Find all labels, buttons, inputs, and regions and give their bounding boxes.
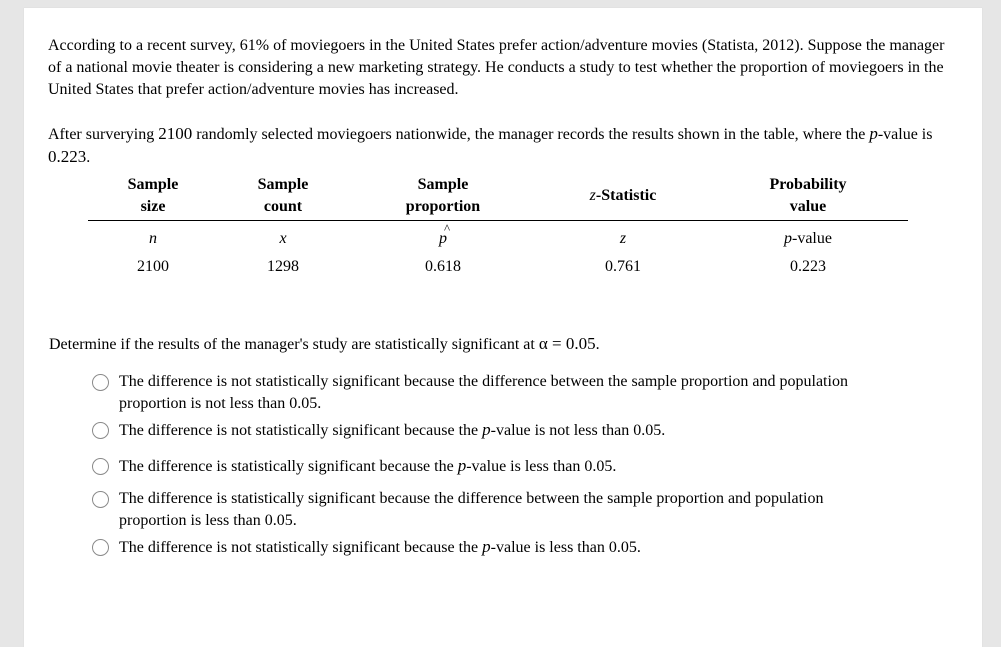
cell-sample-proportion: 0.618	[425, 258, 461, 275]
symbol-x: x	[279, 230, 287, 247]
answer-option[interactable]: The difference is not statistically significant because the p-value is not less than 0.05.	[92, 419, 872, 442]
radio-button[interactable]	[92, 422, 109, 439]
header-probability-value: Probability value	[708, 174, 908, 221]
table-row	[88, 221, 908, 254]
problem-content	[48, 35, 958, 169]
cell-z-statistic: 0.761	[605, 258, 641, 275]
results-table	[88, 174, 908, 281]
radio-button[interactable]	[92, 458, 109, 475]
survey-paragraph: After surverying 2100 randomly selected moviegoers nationwide, the manager records the results shown in the table, where the p-value is 0.223.	[48, 124, 933, 166]
table-row	[88, 253, 908, 281]
cell-sample-count: 1298	[267, 258, 299, 275]
cell-sample-size: 2100	[137, 258, 169, 275]
p-value-inline: 0.223	[48, 147, 87, 166]
radio-button[interactable]	[92, 374, 109, 391]
radio-button[interactable]	[92, 539, 109, 556]
header-z-statistic: z-Statistic	[538, 174, 708, 221]
header-sample-size: Sample size	[88, 174, 218, 221]
question-prompt: Determine if the results of the manager's study are statistically significant at α = 0.05.	[49, 334, 600, 353]
sample-size-value: 2100	[158, 124, 193, 143]
symbol-z: z	[619, 230, 627, 247]
symbol-p-hat: p ^	[348, 221, 538, 254]
answer-options	[92, 371, 872, 559]
problem-page	[24, 8, 982, 647]
alpha-value: α = 0.05	[538, 334, 596, 353]
intro-paragraph: According to a recent survey, 61% of moviegoers in the United States prefer action/adventure movies (Statista, 2012). Suppose the manager of a national movie theater is considering a new marketing strategy. He conducts a study to test whether the proportion of moviegoers in the United States that prefer action/adventure movies has increased.	[48, 37, 945, 98]
symbol-p-value: p-value	[784, 230, 832, 247]
answer-option[interactable]: The difference is not statistically significant because the difference between the sample proportion and population proportion is not less than 0.05.	[92, 371, 872, 415]
radio-button[interactable]	[92, 491, 109, 508]
answer-option[interactable]: The difference is not statistically significant because the p-value is less than 0.05.	[92, 536, 872, 559]
header-sample-proportion: Sample proportion	[348, 174, 538, 221]
answer-option[interactable]: The difference is statistically significant because the difference between the sample proportion and population proportion is less than 0.05.	[92, 488, 872, 532]
table-header-row	[88, 174, 908, 221]
header-sample-count: Sample count	[218, 174, 348, 221]
symbol-n: n	[149, 230, 157, 247]
answer-option[interactable]: The difference is statistically significant because the p-value is less than 0.05.	[92, 455, 872, 478]
cell-p-value: 0.223	[790, 258, 826, 275]
